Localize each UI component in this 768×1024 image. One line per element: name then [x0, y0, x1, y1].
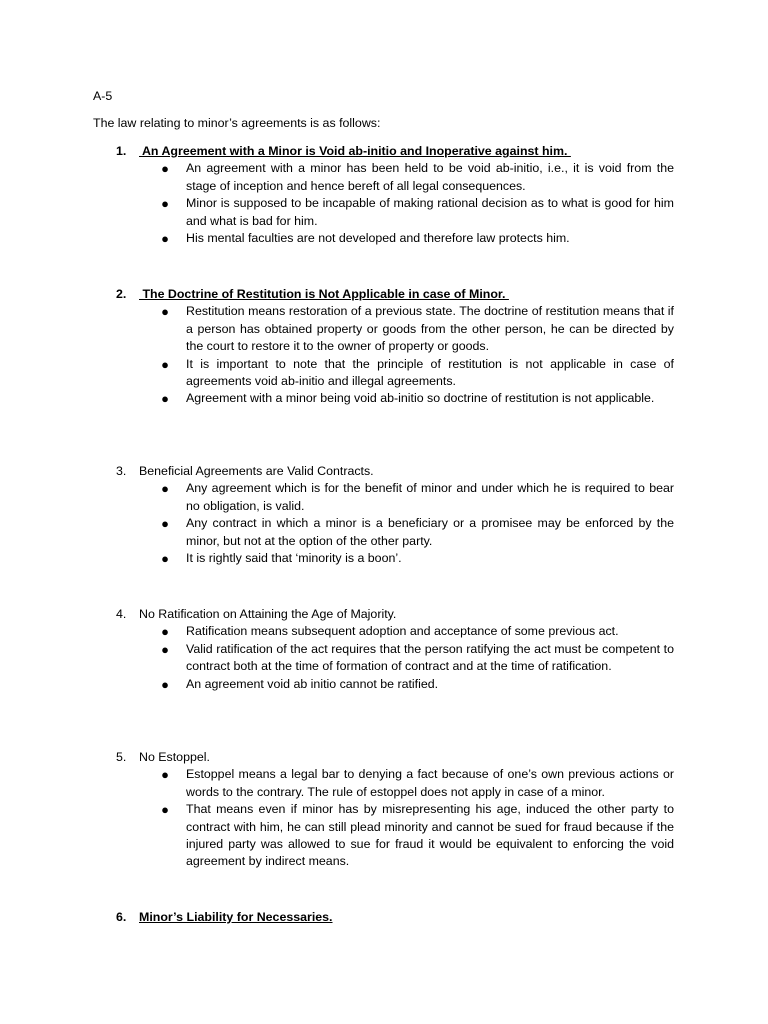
section-5-number: 5. [116, 750, 127, 764]
bullet-text: Estoppel means a legal bar to denying a fact because of one’s own previous actions or words to the contrary. The rule of estoppel does not apply in case of a minor. [186, 767, 674, 799]
section-6 [0, 909, 768, 926]
section-3-heading [0, 463, 768, 480]
section-4 [0, 606, 768, 693]
bullet-item [0, 623, 674, 640]
section-4-bullets [0, 623, 768, 693]
bullet-text: Restitution means restoration of a previous state. The doctrine of restitution means that if a person has obtained property or goods from the other person, he can be directed by the court to restore it to the owner of property or goods. [186, 304, 674, 354]
section-1-bullets [0, 160, 768, 247]
bullet-icon: ● [161, 676, 169, 692]
bullet-text: Valid ratification of the act requires that the person ratifying the act must be competent to contract both at the time of formation of contract and at the time of ratification. [186, 641, 674, 674]
bullet-text: It is important to note that the principle of restitution is not applicable in case of agreements void ab-initio and illegal agreements. [186, 356, 674, 389]
bullet-item [0, 303, 674, 355]
section-4-title: No Ratification on Attaining the Age of Majority. [139, 607, 397, 621]
section-2-bullets [0, 303, 768, 407]
bullet-item [0, 230, 674, 247]
section-2-title: The Doctrine of Restitution is Not Applicable in case of Minor. [139, 287, 509, 301]
bullet-icon: ● [161, 624, 169, 640]
section-3 [0, 463, 768, 567]
section-5-heading [0, 749, 768, 766]
section-2 [0, 286, 768, 408]
section-2-heading [0, 286, 768, 303]
bullet-icon: ● [161, 231, 169, 247]
section-3-title: Beneficial Agreements are Valid Contracts. [139, 464, 374, 478]
section-3-number: 3. [116, 464, 127, 478]
bullet-item [0, 515, 674, 550]
section-2-number: 2. [116, 287, 127, 301]
bullet-text: An agreement void ab initio cannot be ratified. [186, 676, 439, 691]
bullet-icon: ● [161, 641, 169, 657]
bullet-text: Ratification means subsequent adoption and acceptance of some previous act. [186, 624, 619, 639]
section-4-number: 4. [116, 607, 127, 621]
bullet-icon: ● [161, 304, 169, 320]
section-1-heading [0, 143, 768, 160]
bullet-item [0, 480, 674, 515]
document-id: A-5 [93, 89, 113, 103]
bullet-text: Any agreement which is for the benefit of minor and under which he is required to bear no obligation, is valid. [186, 481, 674, 513]
bullet-text: Agreement with a minor being void ab-initio so doctrine of restitution is not applicable. [186, 391, 655, 406]
bullet-text: His mental faculties are not developed and therefore law protects him. [186, 231, 570, 246]
bullet-item [0, 550, 674, 567]
bullet-item [0, 641, 674, 676]
bullet-icon: ● [161, 196, 169, 212]
bullet-item [0, 801, 674, 871]
section-5-title: No Estoppel. [139, 750, 210, 764]
section-6-heading [0, 909, 768, 926]
section-4-heading [0, 606, 768, 623]
bullet-icon: ● [161, 391, 169, 407]
section-1-title: An Agreement with a Minor is Void ab-initio and Inoperative against him. [139, 144, 571, 158]
bullet-item [0, 195, 674, 230]
bullet-text: It is rightly said that ‘minority is a boon’. [186, 551, 402, 566]
bullet-icon: ● [161, 767, 169, 783]
bullet-icon: ● [161, 356, 169, 372]
bullet-text: An agreement with a minor has been held to be void ab-initio, i.e., it is void from the stage of inception and hence bereft of all legal consequences. [186, 161, 674, 193]
section-5 [0, 749, 768, 871]
bullet-icon: ● [161, 802, 169, 818]
section-5-bullets [0, 766, 768, 870]
bullet-icon: ● [161, 161, 169, 177]
section-1 [0, 143, 768, 247]
bullet-text: Minor is supposed to be incapable of making rational decision as to what is good for him and what is bad for him. [186, 196, 674, 228]
bullet-item [0, 676, 674, 693]
intro-text: The law relating to minor’s agreements is as follows: [93, 116, 381, 130]
section-6-number: 6. [116, 910, 127, 924]
bullet-text: That means even if minor has by misrepresenting his age, induced the other party to contract with him, he can still plead minority and cannot be sued for fraud because if the injured party was allowed to sue for fraud it would be equivalent to enforcing the void agreement by indirect means. [186, 802, 674, 869]
section-1-number: 1. [116, 144, 127, 158]
bullet-item [0, 766, 674, 801]
bullet-icon: ● [161, 481, 169, 497]
bullet-icon: ● [161, 516, 169, 532]
bullet-item [0, 390, 674, 407]
bullet-text: Any contract in which a minor is a beneficiary or a promisee may be enforced by the minor, but not at the option of the other party. [186, 516, 674, 548]
bullet-icon: ● [161, 551, 169, 567]
section-6-title: Minor’s Liability for Necessaries. [139, 910, 333, 924]
bullet-item [0, 160, 674, 195]
bullet-item [0, 356, 674, 391]
section-3-bullets [0, 480, 768, 567]
